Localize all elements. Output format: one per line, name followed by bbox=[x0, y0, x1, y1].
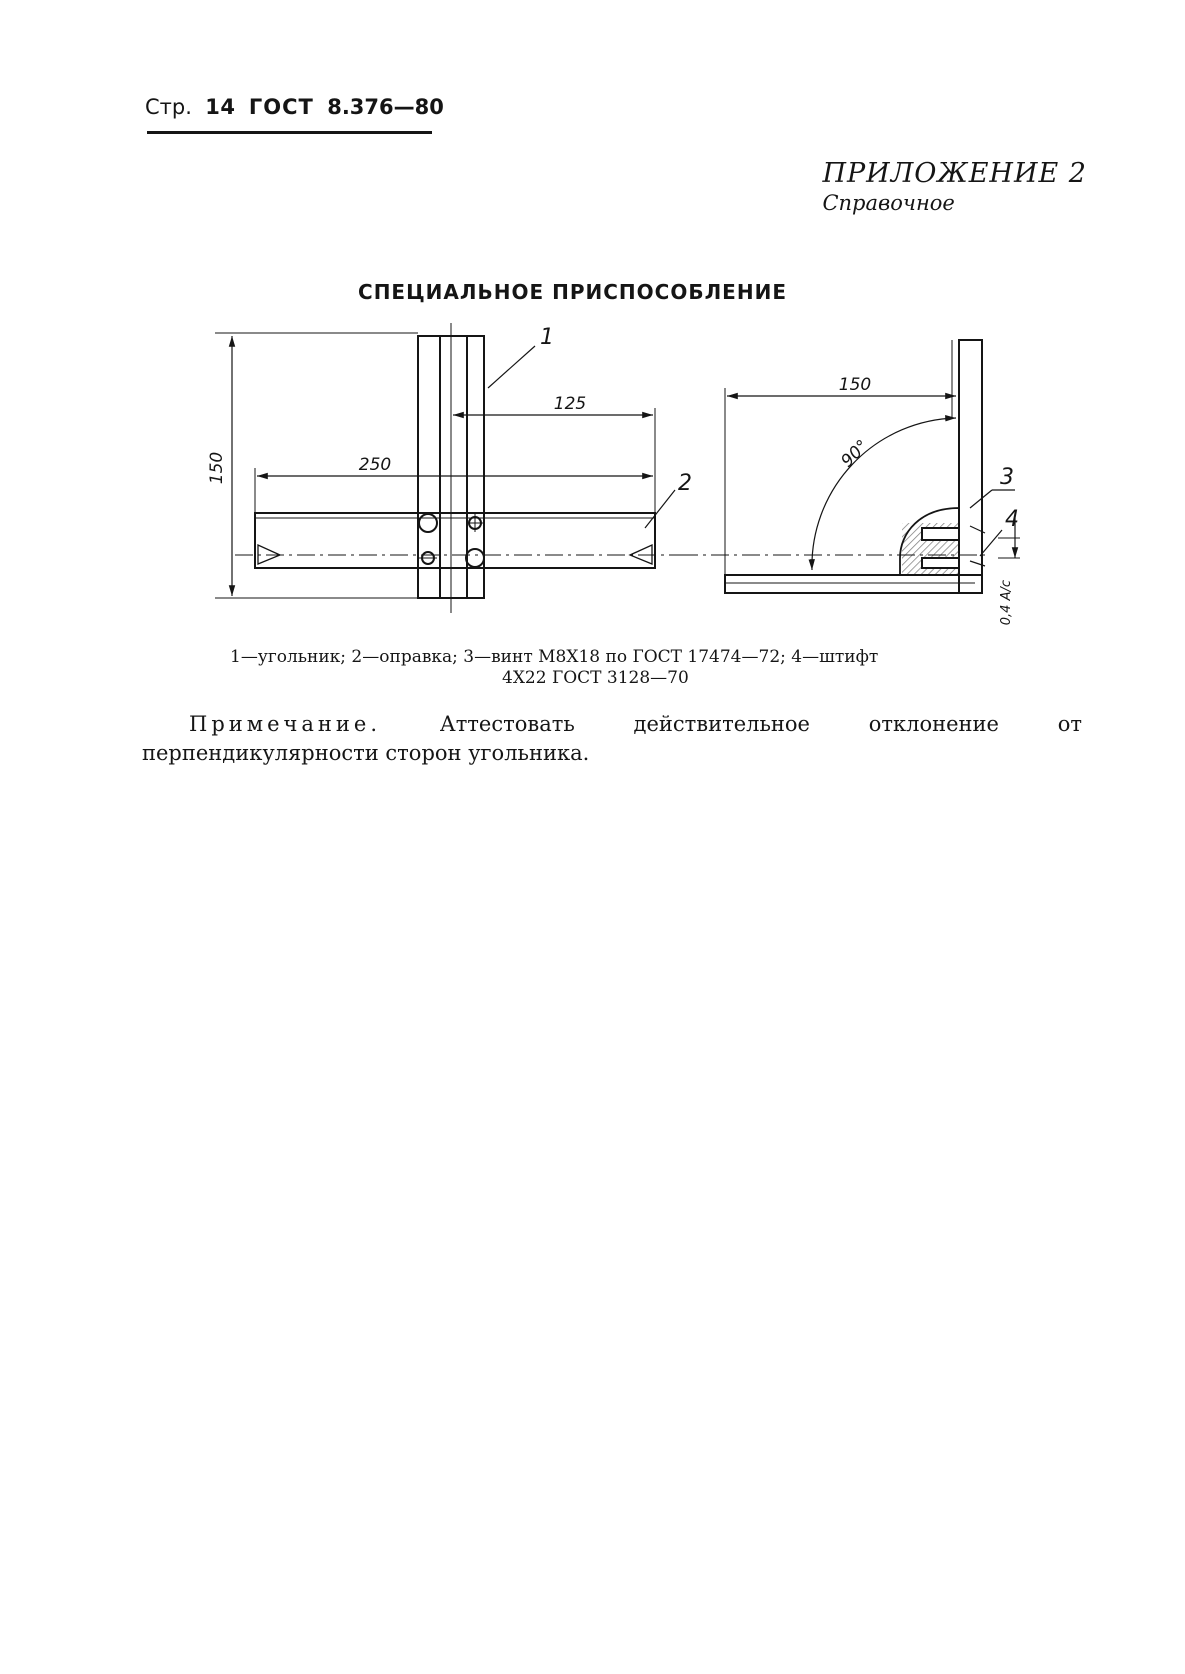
appendix-subtitle: Справочное bbox=[822, 191, 955, 215]
standard-code: 8.376—80 bbox=[327, 95, 444, 119]
technical-drawing bbox=[180, 318, 1040, 628]
page-number: 14 bbox=[205, 95, 236, 119]
figure-legend bbox=[230, 647, 950, 689]
pin bbox=[922, 558, 959, 568]
page-header bbox=[145, 95, 444, 119]
legend-line-2: 4Х22 ГОСТ 3128—70 bbox=[502, 668, 689, 688]
callout-3: 3 bbox=[1000, 465, 1014, 490]
dim-offset: 125 bbox=[553, 394, 587, 414]
square-horizontal-leg bbox=[725, 575, 982, 593]
appendix-title: ПРИЛОЖЕНИЕ 2 bbox=[822, 158, 1087, 189]
appendix-heading bbox=[822, 158, 1087, 215]
mandrel-bar bbox=[255, 513, 655, 568]
page-label: Стр. bbox=[145, 95, 192, 119]
bolt-hole bbox=[419, 514, 437, 532]
dim-height-left: 150 bbox=[207, 451, 227, 485]
dim-angle: 90° bbox=[837, 436, 873, 472]
note-text: Аттестовать действительное отклонение от перпендикулярности сторон угольника. bbox=[142, 712, 1082, 765]
figure-title-block bbox=[0, 280, 1185, 304]
callout-4: 4 bbox=[1005, 507, 1019, 532]
dim-length: 250 bbox=[358, 455, 392, 475]
standard-name: ГОСТ bbox=[248, 95, 314, 119]
note-label: Примечание. bbox=[189, 712, 382, 736]
bolt-hole bbox=[466, 549, 484, 567]
dim-width-right: 150 bbox=[838, 375, 872, 395]
figure-title: СПЕЦИАЛЬНОЕ ПРИСПОСОБЛЕНИЕ bbox=[358, 280, 787, 304]
dim-tolerance: 0,4 A/с bbox=[999, 580, 1014, 626]
callout-2: 2 bbox=[678, 471, 692, 496]
legend-line-1: 1—угольник; 2—оправка; 3—винт М8Х18 по ГОСТ 17474—72; 4—штифт bbox=[230, 647, 879, 667]
header-rule bbox=[147, 131, 432, 134]
left-view bbox=[215, 323, 680, 613]
note-paragraph bbox=[142, 710, 1082, 768]
callout-1: 1 bbox=[540, 325, 554, 350]
screw bbox=[922, 528, 959, 540]
